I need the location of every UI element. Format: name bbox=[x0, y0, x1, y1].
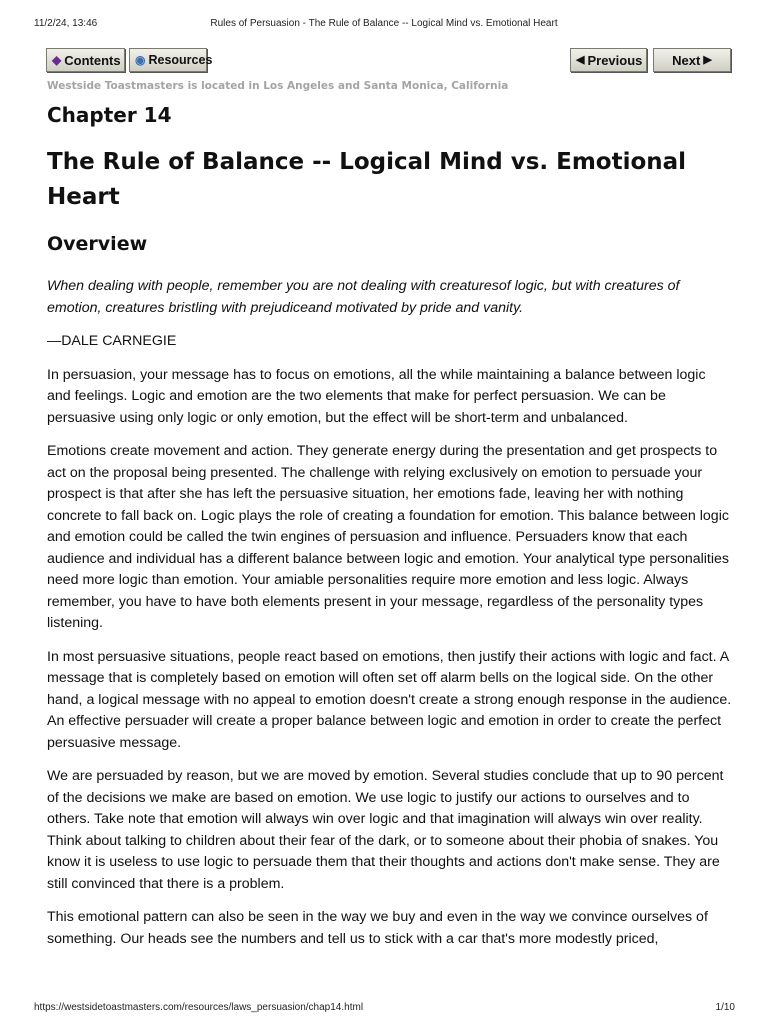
print-header bbox=[0, 0, 768, 36]
next-button[interactable] bbox=[653, 48, 731, 72]
chapter-body bbox=[47, 276, 732, 962]
next-label: Next bbox=[672, 52, 701, 68]
section-heading: Overview bbox=[47, 233, 148, 255]
previous-button[interactable] bbox=[570, 48, 647, 72]
resources-button[interactable] bbox=[129, 48, 213, 72]
chapter-title: The Rule of Balance -- Logical Mind vs. Emotional Heart bbox=[47, 149, 687, 210]
previous-label: Previous bbox=[587, 52, 643, 68]
page-number: 1/10 bbox=[715, 1002, 735, 1013]
print-timestamp: 11/2/24, 13:46 bbox=[34, 18, 98, 29]
page-url: https://westsidetoastmasters.com/resources/laws_persuasion/chap14.html bbox=[34, 1002, 364, 1013]
arrow-left-icon: ◀ bbox=[576, 53, 585, 66]
site-tagline: Westside Toastmasters is located in Los Angeles and Santa Monica, California bbox=[47, 80, 509, 92]
body-paragraph: This emotional pattern can also be seen in the way we buy and even in the way we convince ourselves of something. Our heads see the numbers and tell us to stick with a car that's more modestly priced, bbox=[47, 909, 708, 947]
chapter-number: Chapter 14 bbox=[47, 103, 172, 127]
body-paragraph: We are persuaded by reason, but we are moved by emotion. Several studies conclude that up to 90 percent of the decisions we make are based on emotion. We use logic to justify our actions to ourselves and to others. Take note that emotion will always win over logic and that imagination will always win over reality. Think about talking to children about their fear of the dark, or to someone about their phobia of snakes. You know it is useless to use logic to persuade them that their thoughts and actions don't make sense. They are still convinced that there is a problem. bbox=[47, 768, 724, 892]
book-icon: ◆ bbox=[52, 53, 62, 67]
print-page-title: Rules of Persuasion - The Rule of Balance -- Logical Mind vs. Emotional Heart bbox=[210, 18, 558, 29]
body-paragraph: In most persuasive situations, people react based on emotions, then justify their actions with logic and fact. A message that is completely based on emotion will often set off alarm bells on the logical side. On the other hand, a logical message with no appeal to emotion doesn't create a strong enough response in the audience. An effective persuader will create a proper balance between logic and emotion in order to create the perfect persuasive message. bbox=[47, 648, 732, 751]
body-paragraph: Emotions create movement and action. They generate energy during the presentation and get prospects to act on the proposal being presented. The challenge with relying exclusively on emotion to persuade your prospect is that after she has left the persuasive situation, her emotions fade, leaving her with nothing concrete to fall back on. Logic plays the role of creating a foundation for emotion. This balance between logic and emotion could be called the twin engines of persuasion and influence. Persuaders know that each audience and individual has a different balance between logic and emotion. Your analytical type personalities need more logic than emotion. Your amiable personalities require more emotion and less logic. Always remember, you have to have both elements present in your message, regardless of the personality types listening. bbox=[47, 443, 729, 631]
epigraph-quote: When dealing with people, remember you are not dealing with creaturesof logic, but with creatures of emotion, creatures bristling with prejudiceand motivated by pride and vanity. bbox=[47, 278, 680, 316]
chapter-navigation bbox=[46, 48, 731, 74]
resources-label: Resources bbox=[148, 53, 213, 67]
epigraph-attribution: —DALE CARNEGIE bbox=[47, 333, 177, 349]
body-paragraph: In persuasion, your message has to focus on emotions, all the while maintaining a balance between logic and feelings. Logic and emotion are the two elements that make for perfect persuasion. We can be persuasive using only logic or only emotion, but the effect will be short-term and unbalanced. bbox=[47, 366, 706, 426]
globe-icon: ◉ bbox=[135, 53, 146, 67]
contents-label: Contents bbox=[64, 52, 121, 68]
contents-button[interactable] bbox=[46, 48, 125, 72]
arrow-right-icon: ▶ bbox=[703, 53, 712, 66]
